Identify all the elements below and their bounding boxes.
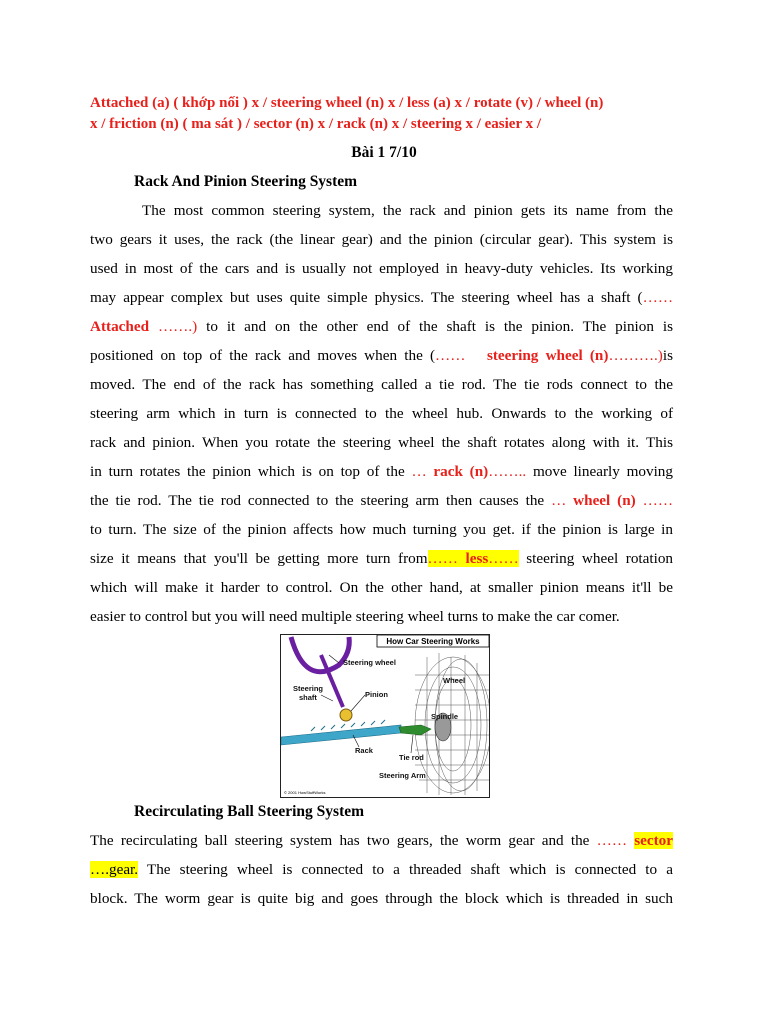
lesson-title: [0, 144, 768, 162]
text-run: steering wheel rotation: [518, 550, 674, 567]
label-steering-shaft: Steering: [293, 684, 324, 693]
text-line: [90, 826, 673, 855]
pinion-gear: [340, 709, 352, 721]
label-steering-wheel: Steering wheel: [343, 658, 396, 667]
text-line: [90, 855, 673, 884]
text-line: steering arm which in turn is connected to the wheel hub. Onwards to the working of: [90, 405, 673, 422]
answer-steering-wheel: steering wheel (n): [486, 347, 609, 364]
steering-diagram-svg: [281, 635, 489, 797]
answer-rack: rack (n): [433, 463, 489, 480]
label-tie-rod: Tie rod: [399, 753, 424, 762]
diagram-copyright: © 2001 HowStuffWorks: [284, 790, 326, 795]
blank-dots: ……: [635, 492, 674, 509]
text-line: easier to control but you will need multiple steering wheel turns to make the car comer.: [90, 608, 620, 625]
text-run: in turn rotates the pinion which is on top of the: [90, 463, 412, 480]
label-wheel: Wheel: [443, 676, 466, 685]
text-run: may appear complex but uses quite simple physics. The steering wheel has a shaft (: [90, 289, 643, 306]
blank-dots: ……: [596, 832, 635, 849]
word-bank: [90, 93, 680, 135]
text-run: positioned on top of the rack and moves when the (: [90, 347, 436, 364]
text-line: [90, 312, 673, 341]
label-steering-arm: Steering Arm: [379, 771, 426, 780]
word-bank-line: x / friction (n) ( ma sát ) / sector (n) x / rack (n) x / steering x / easier x /: [90, 116, 542, 132]
text-line: [90, 486, 673, 515]
text-run: the tie rod. The tie rod connected to the steering arm then causes the: [90, 492, 552, 509]
label-steering-shaft: shaft: [299, 693, 317, 702]
text-line: to turn. The size of the pinion affects how much turning you get. if the pinion is large in: [90, 521, 673, 538]
tie-rod-shape: [399, 725, 431, 735]
blank-dots: ……: [427, 550, 466, 567]
blank-dots: …: [551, 492, 574, 509]
blank-dots: …: [411, 463, 434, 480]
text-run: to it and on the other end of the shaft is the pinion. The pinion is: [197, 318, 673, 335]
text-line: rack and pinion. When you rotate the steering wheel the shaft rotates along with it. This: [90, 434, 673, 451]
text-line: The most common steering system, the rack and pinion gets its name from the: [142, 202, 673, 219]
paragraph-rack-pinion: [90, 196, 673, 631]
word-bank-line: Attached (a) ( khớp nối ) x / steering wheel (n) x / less (a) x / rotate (v) / wheel (n): [90, 95, 604, 111]
label-rack: Rack: [355, 746, 373, 755]
blank-dots: ……….): [608, 347, 663, 364]
text-line: [90, 544, 673, 573]
text-run: move linearly moving: [526, 463, 673, 480]
answer-attached: Attached: [90, 318, 150, 335]
diagram-title: How Car Steering Works: [386, 637, 480, 646]
label-pinion: Pinion: [365, 690, 388, 699]
section-heading: Rack And Pinion Steering System: [134, 173, 358, 190]
section-heading: Recirculating Ball Steering System: [134, 803, 365, 820]
blank-dots: …….): [149, 318, 198, 335]
tire-mesh: [415, 653, 489, 795]
text-run: is: [662, 347, 673, 364]
text-line: [90, 283, 673, 312]
paragraph-recirculating-ball: [90, 826, 673, 913]
blank-dots: ……: [488, 550, 519, 567]
text-line: [90, 341, 673, 370]
text-line: two gears it uses, the rack (the linear gear) and the pinion (circular gear). This system is: [90, 231, 673, 248]
text-run: The recirculating ball steering system has two gears, the worm gear and the: [90, 832, 597, 849]
text-line: used in most of the cars and is usually not employed in heavy-duty vehicles. Its working: [90, 260, 673, 277]
lesson-title-text: Bài 1 7/10: [351, 144, 417, 161]
text-line: [90, 457, 673, 486]
text-run: size it means that you'll be getting more turn from: [90, 550, 428, 567]
answer-sector: sector: [634, 832, 674, 849]
text-line: which will make it harder to control. On the other hand, at smaller pinion means it'll be: [90, 579, 673, 596]
text-line: block. The worm gear is quite big and goes through the block which is threaded in such: [90, 890, 673, 907]
blank-dots: ……..: [488, 463, 527, 480]
answer-less: less: [465, 550, 489, 567]
text-line: moved. The end of the rack has something called a tie rod. The tie rods connect to the: [90, 376, 673, 393]
blank-dots: ……: [435, 347, 487, 364]
text-run: The steering wheel is connected to a threaded shaft which is connected to a: [138, 861, 673, 878]
rack-bar: [281, 720, 401, 745]
answer-wheel: wheel (n): [573, 492, 636, 509]
blank-dots: ……: [642, 289, 673, 306]
steering-diagram: [280, 634, 490, 798]
blank-gear: ….gear.: [90, 861, 139, 878]
label-spindle: Spindle: [431, 712, 459, 721]
